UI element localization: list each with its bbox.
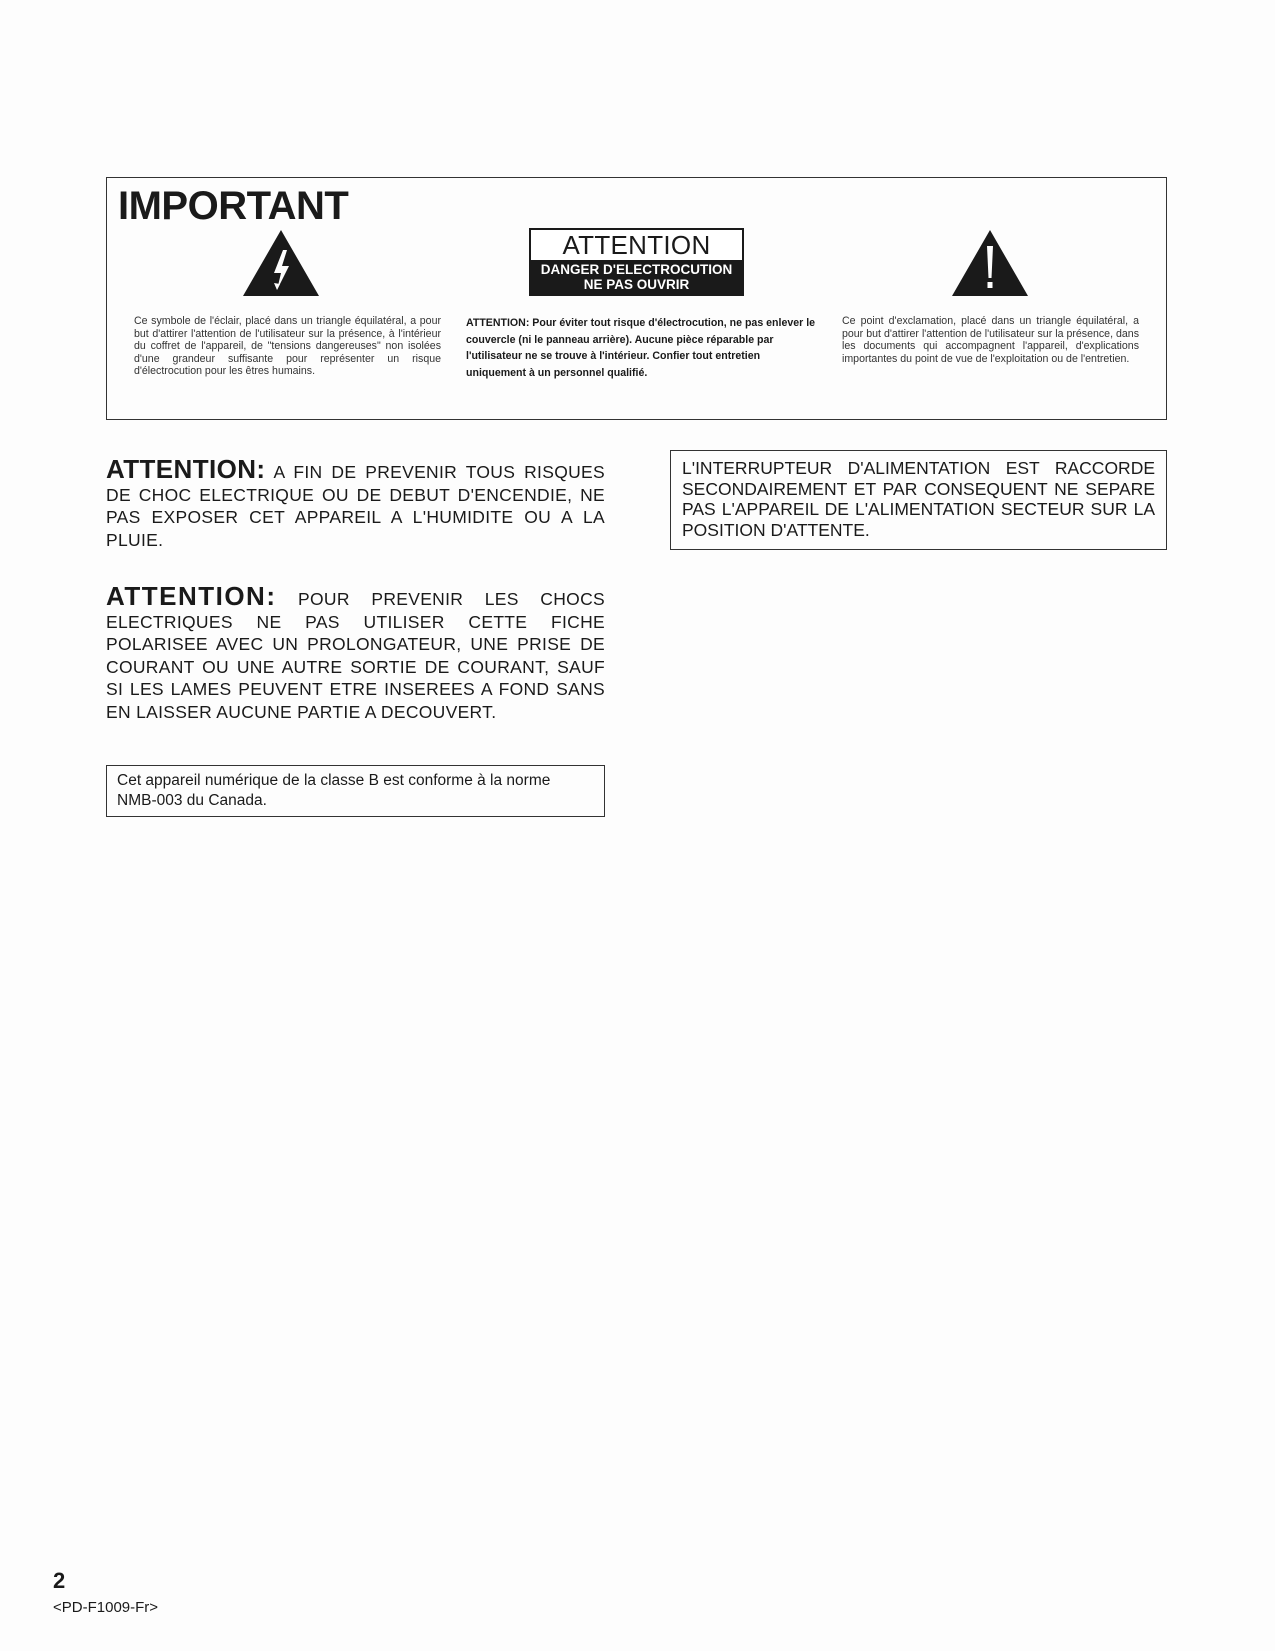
moisture-warning bbox=[106, 454, 605, 551]
power-switch-notice: L'INTERRUPTEUR D'ALIMENTATION EST RACCORDE SECONDAIREMENT ET PAR CONSEQUENT NE SEPARE PAS L'APPAREIL DE L'ALIMENTATION SECTEUR SUR LA POSITION D'ATTENTE. bbox=[670, 450, 1167, 550]
plug-warning-heading: ATTENTION: bbox=[106, 581, 277, 611]
lightning-explanation: Ce symbole de l'éclair, placé dans un triangle équilatéral, a pour but d'attirer l'attention de l'utilisateur sur la présence, à l'intérieur du coffret de l'appareil, de "tensions dangereuses" non isolées d'une grandeur suffisante pour représenter un risque d'électrocution pour les êtres humains. bbox=[134, 315, 441, 378]
moisture-warning-body: A FIN DE PREVENIR TOUS RISQUES DE CHOC ELECTRIQUE OU DE DEBUT D'ENCENDIE, NE PAS EXPOSER CET APPAREIL A L'HUMIDITE OU A LA PLUIE. bbox=[106, 462, 605, 550]
canada-compliance-notice: Cet appareil numérique de la classe B est conforme à la norme NMB-003 du Canada. bbox=[106, 765, 605, 817]
exclamation-triangle-icon bbox=[950, 228, 1030, 298]
attention-label-line2: NE PAS OUVRIR bbox=[583, 277, 690, 292]
exclamation-explanation: Ce point d'exclamation, placé dans un triangle équilatéral, a pour but d'attirer l'attention de l'utilisateur sur la présence, dans les documents qui accompagnent l'appareil, d'explications importantes du point de vue de l'exploitation ou de l'entretien. bbox=[842, 315, 1139, 365]
plug-warning-body: POUR PREVENIR LES CHOCS ELECTRIQUES NE PAS UTILISER CETTE FICHE POLARISEE AVEC UN PROLONGATEUR, UNE PRISE DE COURANT OU UNE AUTRE SORTIE DE COURANT, SAUF SI LES LAMES PEUVENT ETRE INSEREES A FOND SANS EN LAISSER AUCUNE PARTIE A DECOUVERT. bbox=[106, 589, 605, 722]
plug-warning bbox=[106, 581, 605, 723]
attention-label bbox=[529, 228, 744, 296]
important-box bbox=[106, 177, 1167, 420]
lightning-triangle-icon bbox=[241, 228, 321, 298]
attention-label-title: ATTENTION bbox=[562, 230, 711, 260]
attention-explanation: ATTENTION: Pour éviter tout risque d'électrocution, ne pas enlever le couvercle (ni le panneau arrière). Aucune pièce réparable par l'utilisateur ne se trouve à l'intérieur. Confier tout entretien uniquement à un personnel qualifié. bbox=[466, 317, 816, 379]
attention-label-line1: DANGER D'ELECTROCUTION bbox=[540, 262, 733, 277]
document-code: <PD-F1009-Fr> bbox=[53, 1599, 159, 1616]
moisture-warning-heading: ATTENTION: bbox=[106, 454, 266, 484]
attention-label-warning bbox=[531, 260, 742, 294]
page-number: 2 bbox=[53, 1568, 66, 1593]
important-title: IMPORTANT bbox=[118, 184, 349, 228]
